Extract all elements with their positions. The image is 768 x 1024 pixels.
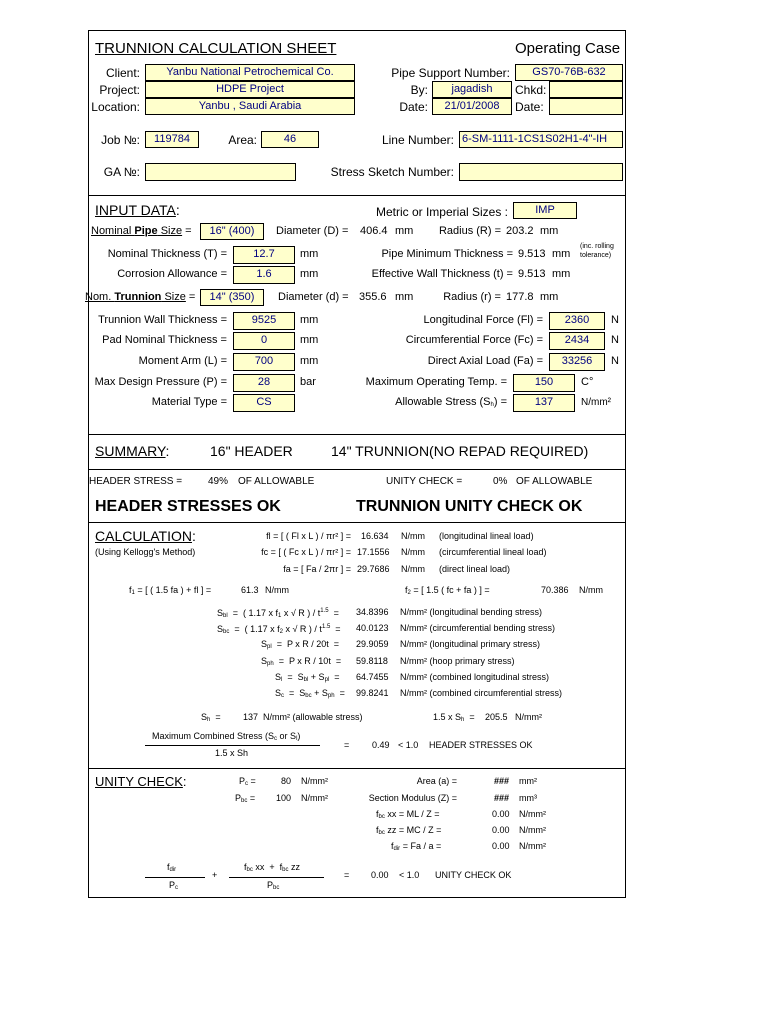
date2-field[interactable] <box>549 98 623 115</box>
pc-value: 80 <box>281 776 292 786</box>
fa-value: 29.7686 <box>357 564 390 574</box>
ratio-msg: HEADER STRESSES OK <box>429 740 533 750</box>
sbc-value: 40.0123 <box>356 623 389 633</box>
uc-total-msg: UNITY CHECK OK <box>435 870 512 880</box>
line-number-field[interactable]: 6-SM-1111-1CS1S02H1-4"-IH <box>459 131 623 148</box>
nps-label-b: Pipe <box>134 225 158 237</box>
corr-unit: mm <box>300 268 319 280</box>
allow-field[interactable]: 137 <box>513 394 575 412</box>
pbc-value: 100 <box>276 793 292 803</box>
allow-unit: N/mm² <box>581 397 611 408</box>
sbl-formula: $S_{bl}$ = ( 1.17 x $f_1$ x √ R ) / $t^{1.5}$ = <box>217 608 339 619</box>
sl-formula: $S_l = S_{bl} + S_{pl}$ = <box>275 672 340 683</box>
spl-desc: N/mm² (longitudinal primary stress) <box>400 639 541 649</box>
fl-formula: fl = [ ( Fl x L ) / πr² ] = <box>266 531 351 541</box>
fa-desc: (direct lineal load) <box>439 564 511 574</box>
area-unit: mm² <box>519 776 537 786</box>
sh-value: 137 <box>243 712 259 722</box>
summary-heading-colon: : <box>165 443 170 459</box>
trn-label <box>85 292 195 303</box>
uc-total-cmp: < 1.0 <box>399 870 420 880</box>
trn-label-d: = <box>185 291 196 303</box>
fl-value: 16.634 <box>361 531 389 541</box>
calc-method: (Using Kellogg's Method) <box>95 547 196 557</box>
ratio-eq: = <box>344 740 350 750</box>
allow-label-b: ) = <box>493 396 507 408</box>
fbcxx-unit: N/mm² <box>519 809 546 819</box>
diam-d-label: Diameter (d) = <box>278 291 349 303</box>
corr-field[interactable]: 1.6 <box>233 266 295 284</box>
hs-ok: HEADER STRESSES OK <box>95 498 281 515</box>
fdir-label: = Fa / a = <box>400 841 442 851</box>
sc-desc: N/mm² (combined circumferential stress) <box>400 688 563 698</box>
sph-desc: N/mm² (hoop primary stress) <box>400 656 515 666</box>
date2-label: Date: <box>515 100 544 114</box>
chkd-field[interactable] <box>549 81 623 98</box>
trn-label-b: Trunnion <box>114 291 162 303</box>
z-unit: mm³ <box>519 793 537 803</box>
mat-field[interactable]: CS <box>233 394 295 412</box>
trn-label-c: Size <box>161 291 186 303</box>
fc-field[interactable]: 2434 <box>549 332 605 350</box>
diam-d-value: 355.6 <box>359 291 387 303</box>
project-field[interactable]: HDPE Project <box>145 81 355 98</box>
sbc-formula: $S_{bc}$ = ( 1.17 x $f_2$ x √ R ) / $t^{1.5}$ = <box>217 624 341 635</box>
spl-value: 29.9059 <box>356 639 389 649</box>
fc-unit: N/mm <box>401 547 425 557</box>
divider-result <box>89 522 625 523</box>
fbcxx-label: xx = ML / Z = <box>387 809 440 819</box>
pbc-formula: $P_{bc}$ = <box>235 793 256 804</box>
nom-thk-unit: mm <box>300 248 319 260</box>
allow-label <box>329 397 507 408</box>
uc-total-value: 0.00 <box>371 870 389 880</box>
divider-summary <box>89 469 625 470</box>
sheet-title: TRUNNION CALCULATION SHEET <box>95 40 337 57</box>
radius-R-value: 203.2 <box>506 225 534 237</box>
stress-sketch-field[interactable] <box>459 163 623 181</box>
uc-label: UNITY CHECK = <box>386 476 463 487</box>
by-field[interactable]: jagadish <box>432 81 512 98</box>
line-number-label: Line Number: <box>381 133 454 147</box>
calc-heading-text: CALCULATION <box>95 528 192 544</box>
nps-label-c: Size <box>157 225 183 237</box>
pbc-unit: N/mm² <box>301 793 328 803</box>
fdir-unit: N/mm² <box>519 841 546 851</box>
diam-D-unit: mm <box>395 225 414 237</box>
fc-label: Circumferential Force (Fc) = <box>405 334 543 346</box>
eff-thk-label: Effective Wall Thickness (t) = <box>371 268 513 280</box>
f1-unit: N/mm <box>265 585 289 595</box>
fl-label: Longitudinal Force (Fl) = <box>423 314 543 326</box>
ratio-numerator: Maximum Combined Stress ($S_c$ or $S_l$) <box>152 731 301 742</box>
fc-value: 17.1556 <box>357 547 390 557</box>
units-field[interactable]: IMP <box>513 202 577 219</box>
nps-field[interactable]: 16" (400) <box>200 223 264 240</box>
sl-desc: N/mm² (combined longitudinal stress) <box>400 672 550 682</box>
arm-label: Moment Arm (L) = <box>138 355 227 367</box>
case-title: Operating Case <box>515 40 621 57</box>
diam-D-value: 406.4 <box>360 225 388 237</box>
unity-heading-text: UNITY CHECK <box>95 774 183 789</box>
f1-value: 61.3 <box>241 585 259 595</box>
uc-eq: = <box>344 870 350 880</box>
fl-desc: (longitudinal lineal load) <box>439 531 534 541</box>
radius-r-unit: mm <box>540 291 559 303</box>
trn-wall-unit: mm <box>300 314 319 326</box>
uc-frac2-line <box>229 877 324 878</box>
ga-label: GA №: <box>103 165 140 179</box>
fl-unit: N <box>611 314 619 326</box>
ratio-cmp: < 1.0 <box>398 740 419 750</box>
pad-field[interactable]: 0 <box>233 332 295 350</box>
date-field[interactable]: 21/01/2008 <box>432 98 512 115</box>
temp-label: Maximum Operating Temp. = <box>365 376 507 388</box>
pc-unit: N/mm² <box>301 776 328 786</box>
uc-suffix: OF ALLOWABLE <box>516 476 593 487</box>
trn-wall-label: Trunnion Wall Thickness = <box>98 314 227 326</box>
min-thk-label: Pipe Minimum Thickness = <box>381 248 513 260</box>
area-field[interactable]: 46 <box>261 131 319 148</box>
sbc-desc: N/mm² (circumferential bending stress) <box>400 623 556 633</box>
fl-unit: N/mm <box>401 531 425 541</box>
hs-pct: 49% <box>208 476 229 487</box>
eff-thk-unit: mm <box>552 268 571 280</box>
press-field[interactable]: 28 <box>233 374 295 392</box>
hs-label: HEADER STRESS = <box>89 476 183 487</box>
radius-R-unit: mm <box>540 225 559 237</box>
divider-input <box>89 434 625 435</box>
sbl-desc: N/mm² (longitudinal bending stress) <box>400 607 543 617</box>
diam-d-unit: mm <box>395 291 414 303</box>
fbczz-value: 0.00 <box>492 825 510 835</box>
nps-label-a: Nominal <box>91 225 135 237</box>
project-label: Project: <box>99 83 140 97</box>
eff-thk-value: 9.513 <box>518 268 546 280</box>
press-unit: bar <box>300 376 316 388</box>
input-heading-colon: : <box>175 202 180 218</box>
sh15-value: 205.5 <box>485 712 508 722</box>
allow-label-a: Allowable Stress (S <box>395 396 491 408</box>
arm-unit: mm <box>300 355 319 367</box>
sh15-formula: 1.5 x $S_h$ = <box>433 712 475 723</box>
fbczz-formula: $f_{bc}$ zz = MC / Z = <box>376 825 442 836</box>
pipe-support-label: Pipe Support Number: <box>391 66 510 80</box>
ratio-value: 0.49 <box>372 740 390 750</box>
unity-heading-colon: : <box>182 774 187 789</box>
units-label: Metric or Imperial Sizes : <box>375 205 508 219</box>
calc-heading <box>95 529 196 543</box>
radius-R-label: Radius (R) = <box>438 225 501 237</box>
pc-formula: $P_c$ = <box>239 776 256 787</box>
job-field[interactable]: 119784 <box>145 131 199 148</box>
location-field[interactable]: Yanbu , Saudi Arabia <box>145 98 355 115</box>
sh-formula: $S_h$ = <box>201 712 221 723</box>
fl-field[interactable]: 2360 <box>549 312 605 330</box>
input-heading <box>95 203 180 217</box>
f2-formula: $f_2$ = [ 1.5 ( fc + fa ) ] = <box>405 585 490 596</box>
sc-value: 99.8241 <box>356 688 389 698</box>
fa-field[interactable]: 33256 <box>549 353 605 371</box>
min-thk-unit: mm <box>552 248 571 260</box>
f2-formula-text: = [ 1.5 ( fc + fa ) ] = <box>410 585 490 595</box>
sph-formula: $S_{ph} = P$ x R / 10t = <box>261 656 342 667</box>
date-label: Date: <box>399 100 428 114</box>
summary-heading <box>95 444 169 458</box>
nps-label-d: = <box>182 225 192 237</box>
client-label: Client: <box>105 66 140 80</box>
fbczz-unit: N/mm² <box>519 825 546 835</box>
fc-formula: fc = [ ( Fc x L ) / πr² ] = <box>261 547 351 557</box>
z-label: Section Modulus (Z) = <box>368 793 457 803</box>
temp-unit: C° <box>581 376 594 388</box>
fdir-value: 0.00 <box>492 841 510 851</box>
uc-frac2-den: $P_{bc}$ <box>267 880 280 891</box>
by-label: By: <box>410 83 428 97</box>
trunnion-calculation-sheet <box>85 30 626 898</box>
area-label: Area: <box>228 133 257 147</box>
chkd-label: Chkd: <box>515 83 547 97</box>
press-label: Max Design Pressure (P) = <box>94 376 227 388</box>
calc-heading-colon: : <box>191 528 196 544</box>
fbcxx-value: 0.00 <box>492 809 510 819</box>
divider-header <box>89 195 625 196</box>
allow-label-sub: h <box>490 402 494 408</box>
job-label: Job №: <box>101 133 140 147</box>
ratio-denominator: 1.5 x Sh <box>215 748 249 758</box>
min-thk-note-2: tolerance) <box>580 252 612 259</box>
radius-r-value: 177.8 <box>506 291 534 303</box>
fa-unit: N/mm <box>401 564 425 574</box>
summary-trunnion: 14" TRUNNION(NO REPAD REQUIRED) <box>331 443 589 459</box>
uc-frac1-num: $f_{dir}$ <box>167 862 177 873</box>
sl-value: 64.7455 <box>356 672 389 682</box>
f1-formula-text: = [ ( 1.5 fa ) + fl ] = <box>134 585 212 595</box>
fc-desc: (circumferential lineal load) <box>439 547 547 557</box>
fa-unit: N <box>611 355 619 367</box>
pad-label: Pad Nominal Thickness = <box>102 334 227 346</box>
client-field[interactable]: Yanbu National Petrochemical Co. <box>145 64 355 81</box>
uc-frac1-den: $P_c$ <box>169 880 179 891</box>
uc-pct: 0% <box>493 476 508 487</box>
trn-label-a: Nom. <box>85 291 115 303</box>
f1-formula: $f_1$ = [ ( 1.5 fa ) + fl ] = <box>129 585 212 596</box>
summary-header: 16" HEADER <box>210 443 293 459</box>
sc-formula: $S_c = S_{bc} + S_{ph}$ = <box>275 688 345 699</box>
uc-plus: + <box>212 870 218 880</box>
arm-field[interactable]: 700 <box>233 353 295 371</box>
uc-frac2-num: $f_{bc}$ xx + $f_{bc}$ zz <box>244 862 300 873</box>
uc-frac1-line <box>145 877 205 878</box>
min-thk-value: 9.513 <box>518 248 546 260</box>
uc-ok: TRUNNION UNITY CHECK OK <box>356 498 583 515</box>
temp-field[interactable]: 150 <box>513 374 575 392</box>
hs-suffix: OF ALLOWABLE <box>238 476 315 487</box>
fa-formula: fa = [ Fa / 2πr ] = <box>283 564 351 574</box>
unity-heading <box>95 775 187 788</box>
divider-calc <box>89 768 625 769</box>
f2-value: 70.386 <box>541 585 569 595</box>
spl-formula: $S_{pl} = P$ x R / 20t = <box>261 639 340 650</box>
summary-heading-text: SUMMARY <box>95 443 166 459</box>
nps-label <box>91 226 192 237</box>
nom-thk-field[interactable]: 12.7 <box>233 246 295 264</box>
location-label: Location: <box>91 100 140 114</box>
sh-desc: N/mm² (allowable stress) <box>263 712 363 722</box>
fc-unit: N <box>611 334 619 346</box>
pipe-support-field[interactable]: GS70-76B-632 <box>515 64 623 81</box>
fa-label: Direct Axial Load (Fa) = <box>427 355 543 367</box>
ratio-num-text: Maximum Combined Stress (S <box>152 731 275 741</box>
z-value: ### <box>494 793 510 803</box>
fbczz-label: zz = MC / Z = <box>387 825 442 835</box>
diam-D-label: Diameter (D) = <box>276 225 349 237</box>
stress-sketch-label: Stress Sketch Number: <box>330 165 454 179</box>
fbcxx-formula: $f_{bc}$ xx = ML / Z = <box>376 809 440 820</box>
nom-thk-label: Nominal Thickness (T) = <box>107 248 227 260</box>
fdir-formula: $f_{dir} = Fa / a$ = <box>391 841 442 852</box>
sph-value: 59.8118 <box>356 656 388 666</box>
radius-r-label: Radius (r) = <box>443 291 501 303</box>
sbl-value: 34.8396 <box>356 607 389 617</box>
area-value: ### <box>494 776 510 786</box>
mat-label: Material Type = <box>151 396 227 408</box>
input-heading-text: INPUT DATA <box>95 202 176 218</box>
min-thk-note-1: (inc. rolling <box>580 243 614 250</box>
pad-unit: mm <box>300 334 319 346</box>
trn-field[interactable]: 14" (350) <box>200 289 264 306</box>
ga-field[interactable] <box>145 163 296 181</box>
sh15-unit: N/mm² <box>515 712 542 722</box>
trn-wall-field[interactable]: 9525 <box>233 312 295 330</box>
corr-label: Corrosion Allowance = <box>117 268 227 280</box>
f2-unit: N/mm <box>579 585 603 595</box>
area-label: Area (a) = <box>416 776 457 786</box>
ratio-fraction-line <box>145 745 320 746</box>
